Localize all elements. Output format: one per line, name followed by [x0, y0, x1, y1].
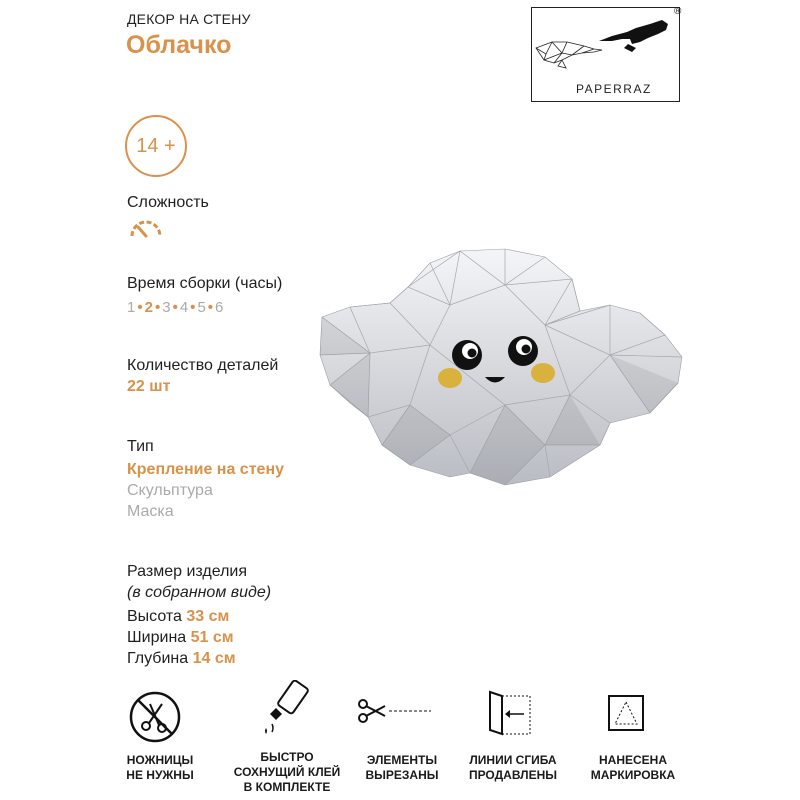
feature-glue	[222, 750, 352, 795]
difficulty-label: Сложность	[127, 194, 209, 211]
depth-label: Глубина	[127, 650, 189, 667]
feature-line: НОЖНИЦЫ	[126, 753, 194, 767]
type-option-sculpture: Скульптура	[127, 482, 213, 499]
feature-no-scissors	[95, 753, 225, 783]
height-label: Высота	[127, 608, 182, 625]
feature-line: В КОМПЛЕКТЕ	[243, 780, 331, 794]
type-selected: Крепление на стену	[127, 461, 284, 478]
feature-fold-lines	[448, 753, 578, 783]
feature-line: ПРОДАВЛЕНЫ	[468, 768, 558, 782]
brand-logo	[531, 7, 680, 102]
size-note: (в собранном виде)	[127, 584, 272, 601]
time-option-4: 4	[179, 299, 189, 316]
assembly-time-scale: 1 • 2 • 3 • 4 • 5 • 6	[127, 299, 224, 316]
age-badge: 14 +	[125, 115, 187, 177]
size-depth	[127, 650, 236, 668]
parts-count-label: Количество деталей	[127, 357, 279, 374]
time-option-5: 5	[197, 299, 206, 316]
no-scissors-icon	[128, 690, 182, 749]
time-option-3: 3	[162, 299, 171, 316]
fold-lines-icon	[488, 688, 536, 743]
time-option-1: 1	[127, 299, 136, 316]
feature-line: НЕ НУЖНЫ	[126, 768, 194, 782]
size-label: Размер изделия	[127, 563, 247, 580]
feature-line: ВЫРЕЗАНЫ	[365, 768, 439, 782]
assembly-time-label: Время сборки (часы)	[127, 275, 283, 292]
feature-line: БЫСТРО	[260, 750, 314, 764]
brand-name: PAPERRAZ	[576, 82, 652, 96]
feature-line: ЭЛЕМЕНТЫ	[366, 753, 438, 767]
feature-marking	[568, 753, 698, 783]
time-option-2: 2	[144, 299, 153, 316]
type-label: Тип	[127, 438, 154, 455]
cloud-product-image	[310, 245, 690, 500]
width-label: Ширина	[127, 629, 187, 646]
feature-line: СОХНУЩИЙ КЛЕЙ	[233, 765, 341, 779]
product-category: ДЕКОР НА СТЕНУ	[127, 11, 251, 27]
size-height	[127, 608, 229, 626]
product-title: Облачко	[126, 31, 232, 59]
registered-mark: ®	[674, 6, 682, 17]
feature-line: НАНЕСЕНА	[598, 753, 667, 767]
feature-line: МАРКИРОВКА	[590, 768, 676, 782]
time-option-6: 6	[215, 299, 224, 316]
feature-line: ЛИНИИ СГИБА	[469, 753, 557, 767]
height-value: 33 см	[186, 608, 230, 625]
parts-count-value: 22 шт	[127, 378, 171, 395]
glue-icon	[262, 680, 310, 741]
marking-icon	[607, 694, 647, 739]
type-option-mask: Маска	[127, 503, 174, 520]
gauge-icon	[127, 217, 165, 244]
scissors-cut-icon	[357, 696, 433, 731]
depth-value: 14 см	[192, 650, 236, 667]
width-value: 51 см	[190, 629, 234, 646]
size-width	[127, 629, 234, 647]
